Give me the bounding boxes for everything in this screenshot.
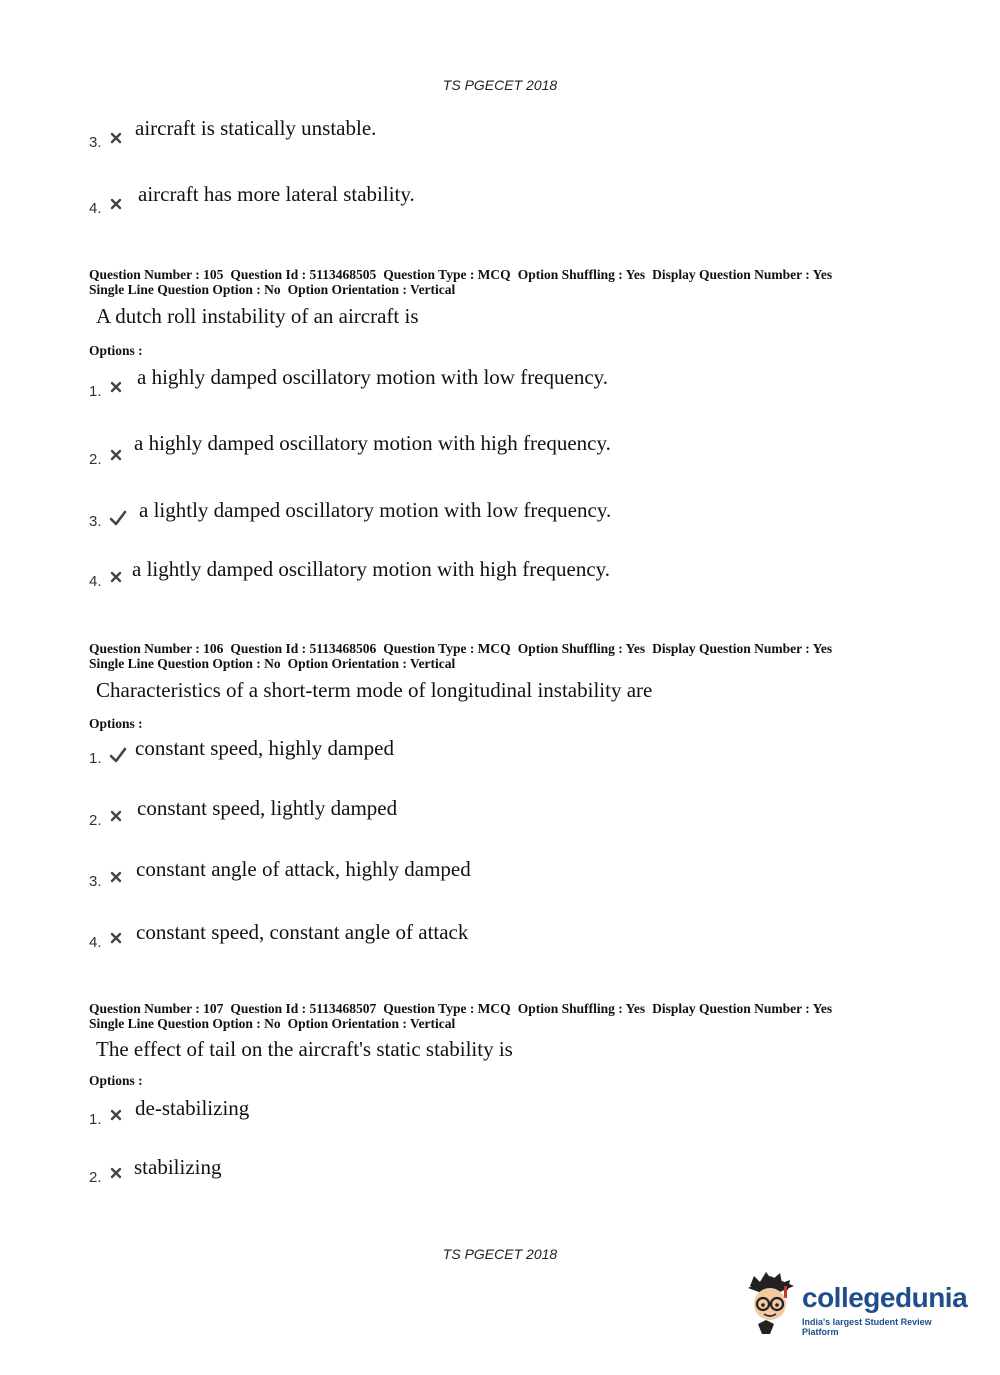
meta-question-type: Question Type : MCQ [383, 267, 511, 282]
meta-question-id: Question Id : 5113468507 [230, 1001, 377, 1016]
logo-wordmark: collegedunia [802, 1282, 968, 1313]
option-number: 4. [89, 200, 102, 217]
option-row [89, 920, 889, 960]
cross-icon [109, 570, 123, 584]
option-number: 4. [89, 934, 102, 951]
question-text: A dutch roll instability of an aircraft is [96, 304, 419, 328]
option-text: aircraft is statically unstable. [135, 116, 377, 140]
option-text: constant angle of attack, highly damped [136, 857, 471, 881]
mascot-icon [740, 1268, 800, 1338]
option-row [89, 736, 889, 776]
options-label: Options : [89, 343, 143, 358]
cross-icon [109, 380, 123, 394]
option-text: de-stabilizing [135, 1096, 250, 1120]
option-row [89, 1155, 889, 1195]
option-row [89, 182, 889, 222]
meta-single-line: Single Line Question Option : No [89, 1016, 281, 1031]
option-number: 2. [89, 1169, 102, 1186]
option-text: stabilizing [134, 1155, 222, 1179]
cross-icon [109, 1108, 123, 1122]
option-number: 1. [89, 750, 102, 767]
question-meta [89, 641, 839, 671]
meta-display-number: Display Question Number : Yes [652, 1001, 833, 1016]
option-row [89, 116, 889, 156]
question-meta [89, 267, 839, 297]
option-number: 3. [89, 134, 102, 151]
meta-display-number: Display Question Number : Yes [652, 267, 833, 282]
logo-tagline: India's largest Student Review Platform [802, 1317, 932, 1337]
option-number: 1. [89, 383, 102, 400]
meta-question-number: Question Number : 106 [89, 641, 224, 656]
meta-orientation: Option Orientation : Vertical [287, 282, 456, 297]
cross-icon [109, 131, 123, 145]
meta-single-line: Single Line Question Option : No [89, 282, 281, 297]
option-text: a highly damped oscillatory motion with low frequency. [137, 365, 609, 389]
meta-option-shuffling: Option Shuffling : Yes [517, 641, 646, 656]
cross-icon [109, 870, 123, 884]
question-meta [89, 1001, 839, 1031]
options-label: Options : [89, 716, 143, 731]
cross-icon [109, 931, 123, 945]
meta-orientation: Option Orientation : Vertical [287, 1016, 456, 1031]
option-row [89, 857, 889, 897]
option-number: 1. [89, 1111, 102, 1128]
meta-question-id: Question Id : 5113468505 [230, 267, 377, 282]
meta-orientation: Option Orientation : Vertical [287, 656, 456, 671]
meta-option-shuffling: Option Shuffling : Yes [517, 1001, 646, 1016]
option-text: aircraft has more lateral stability. [138, 182, 415, 206]
cross-icon [109, 448, 123, 462]
option-number: 3. [89, 873, 102, 890]
meta-question-type: Question Type : MCQ [383, 641, 511, 656]
meta-question-number: Question Number : 107 [89, 1001, 224, 1016]
collegedunia-logo [740, 1268, 970, 1340]
page-footer: TS PGECET 2018 [442, 1246, 558, 1262]
question-text: The effect of tail on the aircraft's static stability is [96, 1037, 513, 1061]
option-number: 2. [89, 812, 102, 829]
check-icon [109, 510, 127, 526]
check-icon [109, 747, 127, 763]
option-row [89, 796, 889, 836]
option-row [89, 365, 889, 405]
option-text: constant speed, lightly damped [137, 796, 398, 820]
option-row [89, 498, 889, 538]
cross-icon [109, 197, 123, 211]
option-text: a highly damped oscillatory motion with high frequency. [134, 431, 611, 455]
option-text: constant speed, highly damped [135, 736, 394, 760]
option-text: constant speed, constant angle of attack [136, 920, 469, 944]
options-label: Options : [89, 1073, 143, 1088]
option-row [89, 557, 889, 597]
option-row [89, 431, 889, 471]
meta-option-shuffling: Option Shuffling : Yes [517, 267, 646, 282]
page-header: TS PGECET 2018 [442, 77, 558, 93]
option-number: 4. [89, 573, 102, 590]
cross-icon [109, 809, 123, 823]
option-row [89, 1096, 889, 1136]
meta-question-id: Question Id : 5113468506 [230, 641, 377, 656]
meta-question-number: Question Number : 105 [89, 267, 224, 282]
option-text: a lightly damped oscillatory motion with high frequency. [132, 557, 611, 581]
meta-display-number: Display Question Number : Yes [652, 641, 833, 656]
option-number: 3. [89, 513, 102, 530]
question-text: Characteristics of a short-term mode of longitudinal instability are [96, 678, 653, 702]
option-number: 2. [89, 451, 102, 468]
meta-question-type: Question Type : MCQ [383, 1001, 511, 1016]
meta-single-line: Single Line Question Option : No [89, 656, 281, 671]
cross-icon [109, 1166, 123, 1180]
option-text: a lightly damped oscillatory motion with low frequency. [139, 498, 612, 522]
